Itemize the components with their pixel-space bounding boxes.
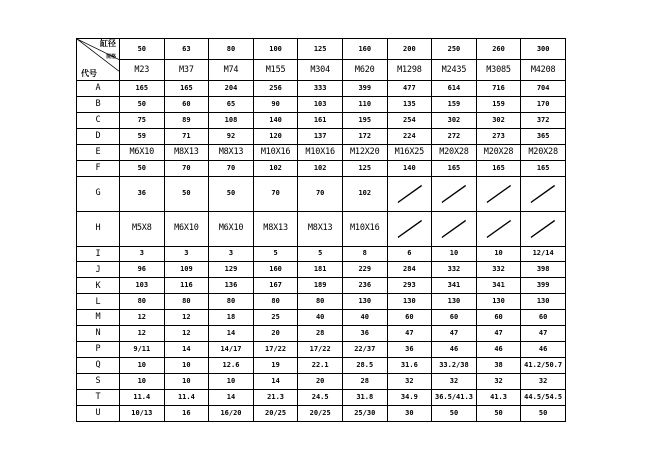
value-cell: 130 (387, 294, 432, 310)
value-cell: 399 (521, 278, 566, 294)
value-cell: 47 (521, 326, 566, 342)
value-cell: 60 (164, 96, 209, 112)
value-cell: 341 (476, 278, 521, 294)
table-row (77, 389, 566, 405)
value-cell: 3 (164, 246, 209, 262)
value-cell: 398 (521, 262, 566, 278)
value-cell: 12 (164, 326, 209, 342)
row-code-cell: N (77, 326, 120, 342)
value-cell: M16X25 (387, 144, 432, 160)
row-code-cell: H (77, 211, 120, 246)
value-cell: 50 (120, 96, 165, 112)
value-cell: 50 (432, 405, 477, 421)
not-applicable-cell (476, 176, 521, 211)
value-cell: M6X10 (164, 211, 209, 246)
thread-header-cell: M304 (298, 60, 343, 81)
value-cell: 70 (209, 160, 254, 176)
row-code-cell: D (77, 128, 120, 144)
value-cell: M10X16 (298, 144, 343, 160)
bore-header-cell: 100 (253, 39, 298, 60)
not-applicable-cell (387, 211, 432, 246)
value-cell: 399 (342, 81, 387, 97)
value-cell: 102 (298, 160, 343, 176)
value-cell: 41.2/50.7 (521, 358, 566, 374)
value-cell: 341 (432, 278, 477, 294)
row-code-cell: G (77, 176, 120, 211)
value-cell: 50 (476, 405, 521, 421)
bore-header-cell: 63 (164, 39, 209, 60)
value-cell: 273 (476, 128, 521, 144)
row-code-cell: U (77, 405, 120, 421)
value-cell: 181 (298, 262, 343, 278)
value-cell: 125 (342, 160, 387, 176)
value-cell: 59 (120, 128, 165, 144)
value-cell: 41.3 (476, 389, 521, 405)
row-code-cell: F (77, 160, 120, 176)
table-row (77, 176, 566, 211)
slash-mark (477, 212, 521, 246)
value-cell: 80 (298, 294, 343, 310)
value-cell: 161 (298, 112, 343, 128)
table-row (77, 96, 566, 112)
value-cell: 137 (298, 128, 343, 144)
value-cell: 46 (521, 342, 566, 358)
value-cell: 11.4 (120, 389, 165, 405)
value-cell: 204 (209, 81, 254, 97)
value-cell: 36 (120, 176, 165, 211)
value-cell: 20 (298, 374, 343, 390)
row-code-cell: I (77, 246, 120, 262)
table-row (77, 278, 566, 294)
slash-mark (388, 212, 432, 246)
value-cell: 165 (476, 160, 521, 176)
value-cell: 50 (521, 405, 566, 421)
not-applicable-cell (387, 176, 432, 211)
value-cell: 3 (209, 246, 254, 262)
value-cell: M20X28 (476, 144, 521, 160)
value-cell: 170 (521, 96, 566, 112)
value-cell: 16/20 (209, 405, 254, 421)
value-cell: 12 (120, 310, 165, 326)
value-cell: 167 (253, 278, 298, 294)
value-cell: 135 (387, 96, 432, 112)
value-cell: 6 (387, 246, 432, 262)
value-cell: 130 (432, 294, 477, 310)
value-cell: 50 (209, 176, 254, 211)
value-cell: 71 (164, 128, 209, 144)
value-cell: 293 (387, 278, 432, 294)
value-cell: 46 (432, 342, 477, 358)
value-cell: 302 (432, 112, 477, 128)
bore-header-cell: 260 (476, 39, 521, 60)
row-code-cell: A (77, 81, 120, 97)
value-cell: 10 (209, 374, 254, 390)
corner-label-bore: 缸径 (100, 39, 116, 48)
row-code-cell: K (77, 278, 120, 294)
value-cell: 272 (432, 128, 477, 144)
thread-header-cell: M3085 (476, 60, 521, 81)
row-code-cell: E (77, 144, 120, 160)
table-row (77, 262, 566, 278)
value-cell: M8X13 (209, 144, 254, 160)
value-cell: M5X8 (120, 211, 165, 246)
value-cell: 110 (342, 96, 387, 112)
corner-label-code: 代号 (81, 69, 97, 78)
value-cell: 22/37 (342, 342, 387, 358)
not-applicable-cell (432, 176, 477, 211)
value-cell: 129 (209, 262, 254, 278)
value-cell: 102 (342, 176, 387, 211)
bore-header-cell: 80 (209, 39, 254, 60)
table-row (77, 246, 566, 262)
value-cell: 47 (432, 326, 477, 342)
value-cell: 60 (476, 310, 521, 326)
value-cell: 47 (476, 326, 521, 342)
slash-mark (432, 177, 476, 211)
value-cell: M10X16 (342, 211, 387, 246)
value-cell: 165 (164, 81, 209, 97)
value-cell: 25 (253, 310, 298, 326)
value-cell: 60 (387, 310, 432, 326)
thread-header-cell: M23 (120, 60, 165, 81)
value-cell: 18 (209, 310, 254, 326)
corner-header-cell (77, 39, 120, 81)
value-cell: 46 (476, 342, 521, 358)
value-cell: 22.1 (298, 358, 343, 374)
value-cell: 92 (209, 128, 254, 144)
value-cell: 704 (521, 81, 566, 97)
value-cell: 36.5/41.3 (432, 389, 477, 405)
table-row (77, 342, 566, 358)
value-cell: 10 (120, 358, 165, 374)
value-cell: 8 (342, 246, 387, 262)
value-cell: 70 (164, 160, 209, 176)
value-cell: 12 (164, 310, 209, 326)
thread-header-cell: M2435 (432, 60, 477, 81)
value-cell: 89 (164, 112, 209, 128)
value-cell: 103 (120, 278, 165, 294)
value-cell: 70 (253, 176, 298, 211)
value-cell: M6X10 (120, 144, 165, 160)
value-cell: 165 (120, 81, 165, 97)
value-cell: 116 (164, 278, 209, 294)
value-cell: 14 (209, 389, 254, 405)
value-cell: M20X28 (432, 144, 477, 160)
value-cell: 102 (253, 160, 298, 176)
thread-header-cell: M4208 (521, 60, 566, 81)
value-cell: 136 (209, 278, 254, 294)
bore-header-cell: 160 (342, 39, 387, 60)
value-cell: 236 (342, 278, 387, 294)
value-cell: 140 (387, 160, 432, 176)
not-applicable-cell (476, 211, 521, 246)
value-cell: 716 (476, 81, 521, 97)
value-cell: 44.5/54.5 (521, 389, 566, 405)
value-cell: 130 (521, 294, 566, 310)
value-cell: 302 (476, 112, 521, 128)
value-cell: 14/17 (209, 342, 254, 358)
value-cell: 159 (432, 96, 477, 112)
value-cell: M10X16 (253, 144, 298, 160)
slash-mark (477, 177, 521, 211)
table-row (77, 160, 566, 176)
value-cell: 33.2/38 (432, 358, 477, 374)
value-cell: 189 (298, 278, 343, 294)
table-row (77, 326, 566, 342)
slash-mark (521, 212, 565, 246)
value-cell: 31.8 (342, 389, 387, 405)
value-cell: 614 (432, 81, 477, 97)
value-cell: 70 (298, 176, 343, 211)
bore-header-cell: 125 (298, 39, 343, 60)
header-row-thread (77, 60, 566, 81)
not-applicable-cell (432, 211, 477, 246)
value-cell: 80 (164, 294, 209, 310)
value-cell: 10 (432, 246, 477, 262)
value-cell: 17/22 (298, 342, 343, 358)
slash-mark (432, 212, 476, 246)
value-cell: M8X13 (253, 211, 298, 246)
value-cell: 130 (476, 294, 521, 310)
value-cell: 365 (521, 128, 566, 144)
thread-header-cell: M74 (209, 60, 254, 81)
value-cell: 20 (253, 326, 298, 342)
value-cell: 28 (298, 326, 343, 342)
value-cell: 80 (253, 294, 298, 310)
value-cell: 30 (387, 405, 432, 421)
value-cell: 10 (164, 374, 209, 390)
value-cell: 32 (432, 374, 477, 390)
value-cell: 332 (432, 262, 477, 278)
value-cell: 36 (387, 342, 432, 358)
row-code-cell: S (77, 374, 120, 390)
thread-header-cell: M155 (253, 60, 298, 81)
table-row (77, 310, 566, 326)
not-applicable-cell (521, 176, 566, 211)
value-cell: 120 (253, 128, 298, 144)
value-cell: 14 (164, 342, 209, 358)
thread-header-cell: M1298 (387, 60, 432, 81)
table-row (77, 81, 566, 97)
table-row (77, 211, 566, 246)
value-cell: 284 (387, 262, 432, 278)
value-cell: 96 (120, 262, 165, 278)
value-cell: 5 (253, 246, 298, 262)
thread-header-cell: M37 (164, 60, 209, 81)
value-cell: M20X28 (521, 144, 566, 160)
value-cell: 12.6 (209, 358, 254, 374)
value-cell: 10 (120, 374, 165, 390)
value-cell: 32 (387, 374, 432, 390)
value-cell: 40 (342, 310, 387, 326)
value-cell: 5 (298, 246, 343, 262)
bore-header-cell: 200 (387, 39, 432, 60)
bore-header-cell: 300 (521, 39, 566, 60)
value-cell: 75 (120, 112, 165, 128)
row-code-cell: J (77, 262, 120, 278)
value-cell: 165 (521, 160, 566, 176)
value-cell: 20/25 (298, 405, 343, 421)
value-cell: 477 (387, 81, 432, 97)
value-cell: 333 (298, 81, 343, 97)
row-code-cell: M (77, 310, 120, 326)
table-row (77, 144, 566, 160)
value-cell: 372 (521, 112, 566, 128)
bore-header-cell: 250 (432, 39, 477, 60)
value-cell: 16 (164, 405, 209, 421)
value-cell: 65 (209, 96, 254, 112)
thread-header-cell: M620 (342, 60, 387, 81)
value-cell: 11.4 (164, 389, 209, 405)
value-cell: 31.6 (387, 358, 432, 374)
value-cell: 195 (342, 112, 387, 128)
value-cell: 21.3 (253, 389, 298, 405)
value-cell: 90 (253, 96, 298, 112)
value-cell: 10/13 (120, 405, 165, 421)
value-cell: 36 (342, 326, 387, 342)
value-cell: 12/14 (521, 246, 566, 262)
value-cell: M12X20 (342, 144, 387, 160)
value-cell: 34.9 (387, 389, 432, 405)
value-cell: 17/22 (253, 342, 298, 358)
value-cell: 160 (253, 262, 298, 278)
value-cell: 3 (120, 246, 165, 262)
dimension-table (76, 38, 566, 422)
value-cell: 10 (476, 246, 521, 262)
value-cell: 60 (521, 310, 566, 326)
slash-mark (521, 177, 565, 211)
value-cell: 229 (342, 262, 387, 278)
value-cell: 25/30 (342, 405, 387, 421)
value-cell: M8X13 (164, 144, 209, 160)
value-cell: 24.5 (298, 389, 343, 405)
value-cell: 172 (342, 128, 387, 144)
value-cell: M8X13 (298, 211, 343, 246)
value-cell: 165 (432, 160, 477, 176)
value-cell: 159 (476, 96, 521, 112)
table-row (77, 128, 566, 144)
value-cell: 38 (476, 358, 521, 374)
value-cell: 14 (209, 326, 254, 342)
value-cell: 28.5 (342, 358, 387, 374)
value-cell: 60 (432, 310, 477, 326)
value-cell: 80 (120, 294, 165, 310)
value-cell: 109 (164, 262, 209, 278)
value-cell: 32 (521, 374, 566, 390)
spec-sheet (76, 38, 565, 422)
slash-mark (388, 177, 432, 211)
value-cell: 130 (342, 294, 387, 310)
not-applicable-cell (521, 211, 566, 246)
value-cell: 28 (342, 374, 387, 390)
row-code-cell: T (77, 389, 120, 405)
value-cell: 47 (387, 326, 432, 342)
value-cell: 108 (209, 112, 254, 128)
value-cell: 12 (120, 326, 165, 342)
value-cell: 256 (253, 81, 298, 97)
table-row (77, 358, 566, 374)
value-cell: 10 (164, 358, 209, 374)
value-cell: 80 (209, 294, 254, 310)
value-cell: 14 (253, 374, 298, 390)
table-row (77, 405, 566, 421)
row-code-cell: Q (77, 358, 120, 374)
value-cell: 40 (298, 310, 343, 326)
value-cell: M6X10 (209, 211, 254, 246)
value-cell: 254 (387, 112, 432, 128)
value-cell: 32 (476, 374, 521, 390)
row-code-cell: C (77, 112, 120, 128)
value-cell: 50 (164, 176, 209, 211)
row-code-cell: L (77, 294, 120, 310)
corner-label-spec: 规格 (105, 54, 116, 60)
value-cell: 9/11 (120, 342, 165, 358)
row-code-cell: P (77, 342, 120, 358)
row-code-cell: B (77, 96, 120, 112)
table-row (77, 112, 566, 128)
table-row (77, 294, 566, 310)
table-row (77, 374, 566, 390)
value-cell: 140 (253, 112, 298, 128)
bore-header-cell: 50 (120, 39, 165, 60)
value-cell: 19 (253, 358, 298, 374)
header-row-bore (77, 39, 566, 60)
value-cell: 224 (387, 128, 432, 144)
value-cell: 332 (476, 262, 521, 278)
value-cell: 103 (298, 96, 343, 112)
value-cell: 50 (120, 160, 165, 176)
value-cell: 20/25 (253, 405, 298, 421)
